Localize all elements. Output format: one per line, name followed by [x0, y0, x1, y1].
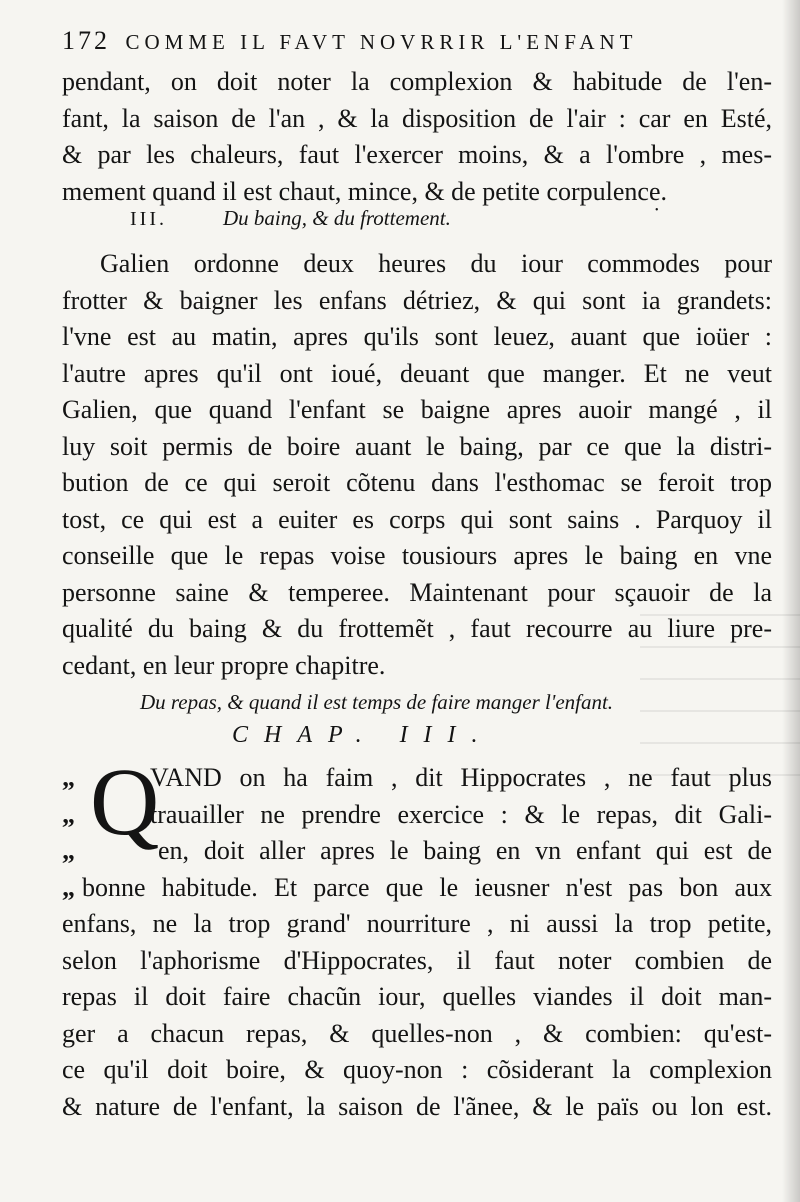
text-line: l'vne est au matin, apres qu'ils sont leuez, auant que ioüer : — [62, 322, 772, 351]
text-line: qualité du baing & du frottemẽt , faut recourre au liure pre- — [62, 614, 772, 643]
text-line: cedant, en leur propre chapitre. — [62, 650, 386, 680]
text-line: ger a chacun repas, & quelles-non , & combien: qu'est- — [62, 1018, 772, 1048]
running-title: COMME IL FAVT NOVRRIR L'ENFANT — [125, 30, 638, 54]
quote-mark: „ — [62, 763, 75, 792]
section-heading — [130, 206, 451, 231]
page-edge-shadow — [782, 0, 800, 1202]
text-line: enfans, ne la trop grand' nourriture , ni aussi la trop petite, — [62, 909, 772, 938]
text-line: personne saine & temperee. Maintenant pour sçauoir de la — [62, 577, 772, 607]
page-number: 172 — [62, 26, 110, 55]
text-line: trauailler ne prendre exercice : & le repas, dit Gali- — [150, 799, 772, 829]
text-line: & nature de l'enfant, la saison de l'ãnee, & le païs ou lon est. — [62, 1091, 772, 1121]
paragraph-1 — [62, 64, 772, 210]
text-line: l'autre apres qu'il ont ioué, deuant que manger. Et ne veut — [62, 358, 772, 388]
quote-mark: „ — [62, 872, 75, 902]
text-line: frotter & baigner les enfans détriez, & qui sont ia grandets: — [62, 285, 772, 315]
text-line: selon l'aphorisme d'Hippocrates, il faut noter combien de — [62, 945, 772, 975]
text-line: Galien, que quand l'enfant se baigne apres auoir mangé , il — [62, 395, 772, 424]
running-head — [62, 26, 752, 56]
text-line: tost, ce qui est a euiter es corps qui sont sains . Parquoy il — [62, 504, 772, 534]
text-line: pendant, on doit noter la complexion & habitude de l'en- — [62, 67, 772, 96]
text-line: ce qu'il doit boire, & quoy-non : cõsiderant la complexion — [62, 1055, 772, 1084]
paragraph-2 — [62, 246, 772, 684]
text-line: repas il doit faire chacũn iour, quelles viandes il doit man- — [62, 982, 772, 1011]
text-line: conseille que le repas voise tousiours apres le baing en vne — [62, 541, 772, 570]
text-line: bonne habitude. Et parce que le ieusner n'est pas bon aux — [82, 872, 772, 902]
text-line: VAND on ha faim , dit Hippocrates , ne faut plus — [150, 763, 772, 792]
paragraph-3 — [62, 760, 772, 1125]
text-line: en, doit aller apres le baing en vn enfant qui est de — [158, 836, 772, 865]
text-line: & par les chaleurs, faut l'exercer moins, & a l'ombre , mes- — [62, 140, 772, 169]
section-number: III. — [130, 208, 167, 230]
drop-capital: Q — [90, 748, 160, 855]
text-line: Galien ordonne deux heures du iour commodes pour — [100, 249, 772, 278]
section-title: Du baing, & du frottement. — [222, 206, 451, 230]
quote-mark: „ — [62, 836, 75, 865]
text-line: mement quand il est chaut, mince, & de petite corpulence. — [62, 176, 668, 206]
chapter-heading: Du repas, & quand il est temps de faire manger l'enfant. — [140, 690, 614, 714]
text-line: bution de ce qui seroit cõtenu dans l'esthomac se feroit trop — [62, 468, 772, 497]
ornament-dot: • — [655, 205, 659, 216]
text-line: fant, la saison de l'an , & la disposition de l'air : car en Esté, — [62, 103, 772, 133]
text-line: luy soit permis de boire auant le baing, par ce que la distri- — [62, 431, 772, 461]
quote-mark: „ — [62, 799, 75, 829]
chapter-label: CHAP. III. — [232, 722, 494, 748]
